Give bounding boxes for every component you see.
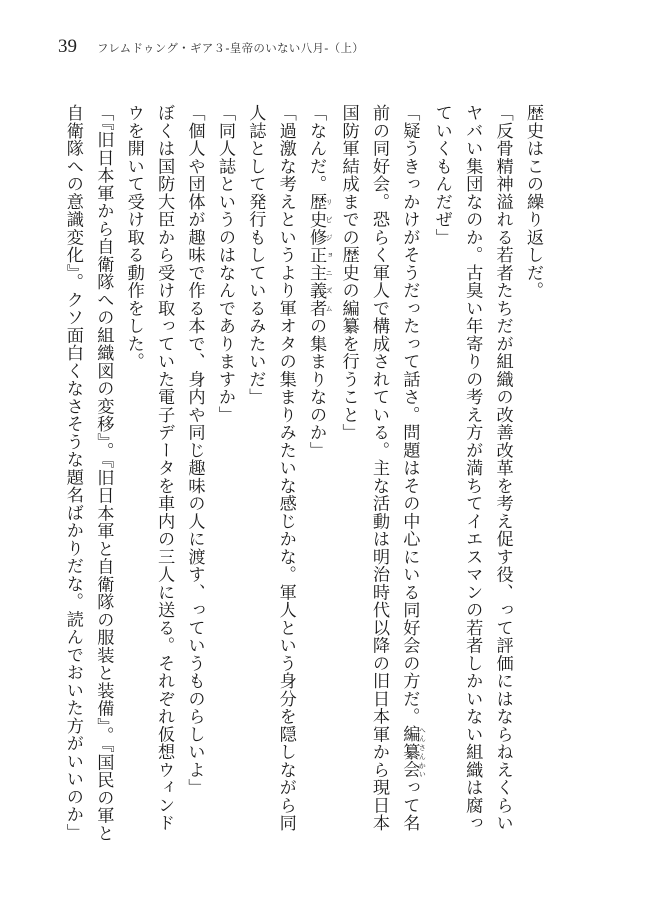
page-header: [58, 36, 364, 58]
paragraph-6: 「同人誌というのはなんでありますか」: [214, 104, 235, 424]
ruby-revisionism: [306, 192, 334, 317]
paragraph-8: ぼくは国防大臣から受け取っていた電子データを車内の三人に送る。それぞれ仮想ウィンドウを開いて受け取る動作をした。: [123, 104, 175, 832]
vertical-text-body: [60, 104, 548, 844]
ruby-hensankai: [399, 725, 427, 779]
paragraph-9: 「『旧日本軍から自衛隊への組織図の変移』。『旧日本軍と自衛隊の服装と装備』。『国民の軍と自衛隊への意識変化』。クソ面白くなさそうな題名ばかりだな。読んでおいた方がいいのか」: [62, 104, 114, 842]
ruby-base-hensankai: 編纂会: [399, 725, 420, 779]
paragraph-3: [333, 104, 426, 844]
paragraph-2: 「反骨精神溢れる若者たちだが組織の改善改革を考え促す役、って評価にはならねえくらいヤバい集団なのか。古臭い年寄りの考え方が満ちてイエスマンの若者しかいない組織は腐っていくもんだぜ」: [431, 104, 513, 832]
paragraph-3-part-2: って名前の同好会。恐らく軍人で構成されている。主な活動は明治時代以降の旧日本軍から現日本国防軍結成までの歴史の編纂を行うこと」: [338, 104, 420, 832]
paragraph-5: 「過激な考えというより軍オタの集まりみたいな感じかな。軍人という身分を隠しながら同人誌として発行もしているみたいだ」: [245, 104, 296, 832]
paragraph-4: [301, 104, 333, 844]
running-title: フレムドゥング・ギア３‐皇帝のいない八月‐（上）: [97, 41, 365, 55]
paragraph-3-part-1: 「疑うきっかけがそうだったって話さ。問題はその中心にいる同好会の方だ。: [399, 104, 420, 726]
paragraph-7: 「個人や団体が趣味で作る本で、身内や同じ趣味の人に渡す、っていうものらしいよ」: [184, 104, 205, 797]
paragraph-4-part-2: の集まりなのか」: [306, 317, 327, 459]
page-number: 39: [58, 36, 77, 57]
ruby-base-revisionism: 歴史修正主義者: [306, 192, 327, 317]
ruby-reading-hensankai: へんさんかい: [418, 725, 427, 779]
paragraph-1: 歴史はこの繰り返しだ。: [523, 104, 543, 300]
ruby-reading-revisionism: リビジョニズム: [325, 192, 334, 317]
paragraph-4-part-1: 「なんだ。: [306, 104, 327, 193]
